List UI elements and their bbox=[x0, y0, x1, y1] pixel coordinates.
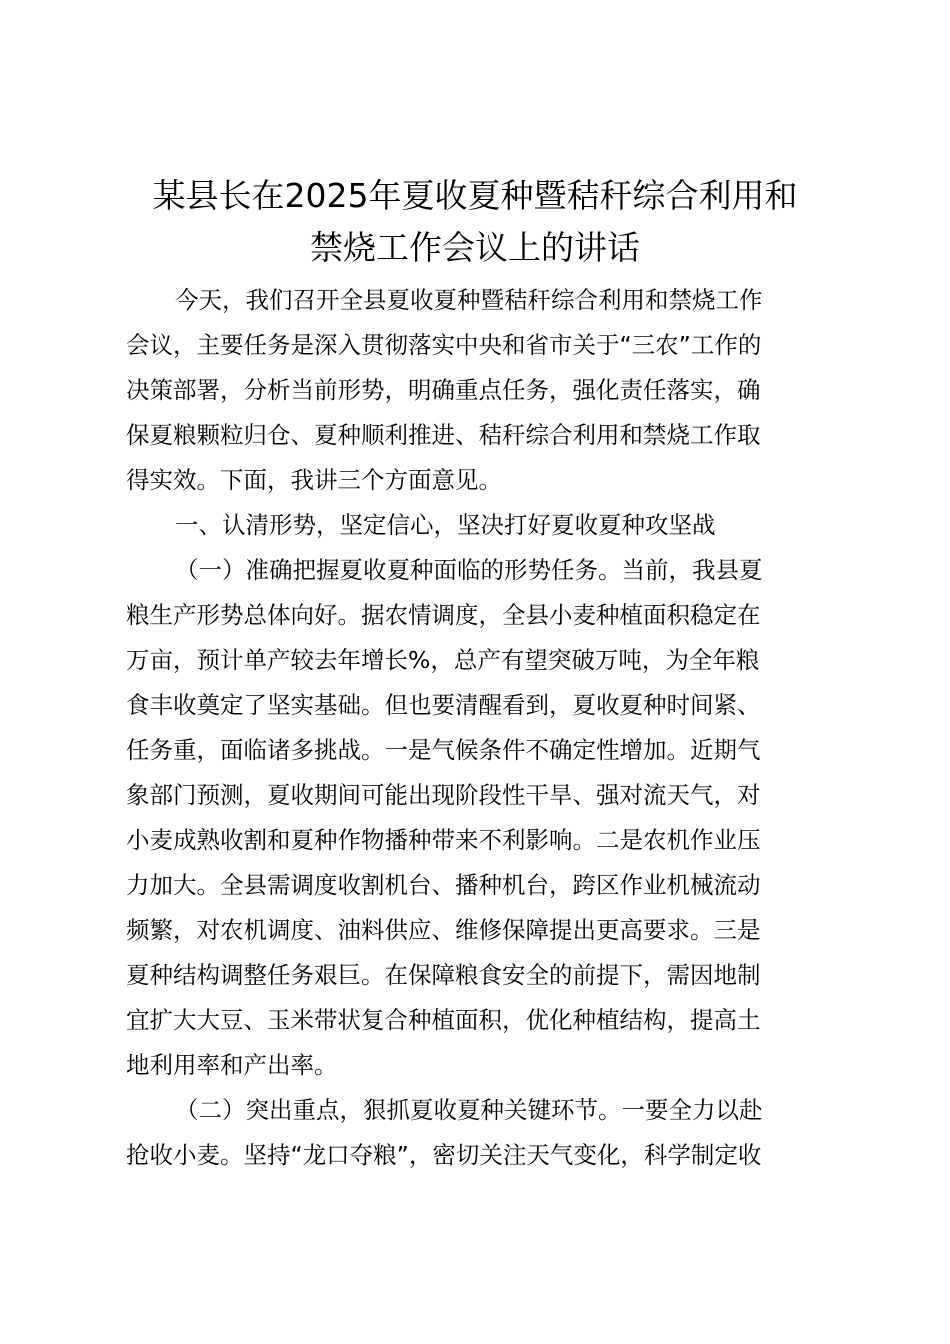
body-line: 万亩，预计单产较去年增长%，总产有望突破万吨，为全年粮 bbox=[126, 646, 760, 674]
body-line: 频繁，对农机调度、油料供应、维修保障提出更高要求。三是 bbox=[126, 916, 761, 944]
body-line: 宜扩大大豆、玉米带状复合种植面积，优化种植结构，提高土 bbox=[126, 1006, 761, 1034]
body-line: 决策部署，分析当前形势，明确重点任务，强化责任落实，确 bbox=[126, 376, 761, 404]
body-line: （一）准确把握夏收夏种面临的形势任务。当前，我县夏 bbox=[175, 556, 763, 584]
body-line: 保夏粮颗粒归仓、夏种顺利推进、秸秆综合利用和禁烧工作取 bbox=[126, 421, 761, 449]
body-line: 食丰收奠定了坚实基础。但也要清醒看到，夏收夏种时间紧、 bbox=[126, 691, 761, 719]
body-line: 粮生产形势总体向好。据农情调度，全县小麦种植面积稳定在 bbox=[126, 601, 761, 629]
body-line: （二）突出重点，狠抓夏收夏种关键环节。一要全力以赴 bbox=[175, 1096, 763, 1124]
body-line: 象部门预测，夏收期间可能出现阶段性干旱、强对流天气，对 bbox=[126, 781, 761, 809]
document-title-line-1: 某县长在2025年夏收夏种暨秸秆综合利用和 bbox=[152, 176, 798, 215]
body-line: 地利用率和产出率。 bbox=[126, 1051, 338, 1079]
body-line: 得实效。下面，我讲三个方面意见。 bbox=[126, 466, 502, 494]
body-line: 夏种结构调整任务艰巨。在保障粮食安全的前提下，需因地制 bbox=[126, 961, 761, 989]
document-title-line-2: 禁烧工作会议上的讲话 bbox=[310, 228, 640, 267]
body-line: 今天，我们召开全县夏收夏种暨秸秆综合利用和禁烧工作 bbox=[175, 286, 763, 314]
body-line: 力加大。全县需调度收割机台、播种机台，跨区作业机械流动 bbox=[126, 871, 761, 899]
document-body bbox=[126, 278, 826, 1178]
body-line: 小麦成熟收割和夏种作物播种带来不利影响。二是农机作业压 bbox=[126, 826, 761, 854]
section-heading: 一、认清形势，坚定信心，坚决打好夏收夏种攻坚战 bbox=[175, 511, 716, 539]
body-line: 抢收小麦。坚持“龙口夺粮”，密切关注天气变化，科学制定收 bbox=[126, 1141, 762, 1169]
body-line: 会议，主要任务是深入贯彻落实中央和省市关于“三农”工作的 bbox=[126, 331, 762, 359]
body-line: 任务重，面临诸多挑战。一是气候条件不确定性增加。近期气 bbox=[126, 736, 761, 764]
